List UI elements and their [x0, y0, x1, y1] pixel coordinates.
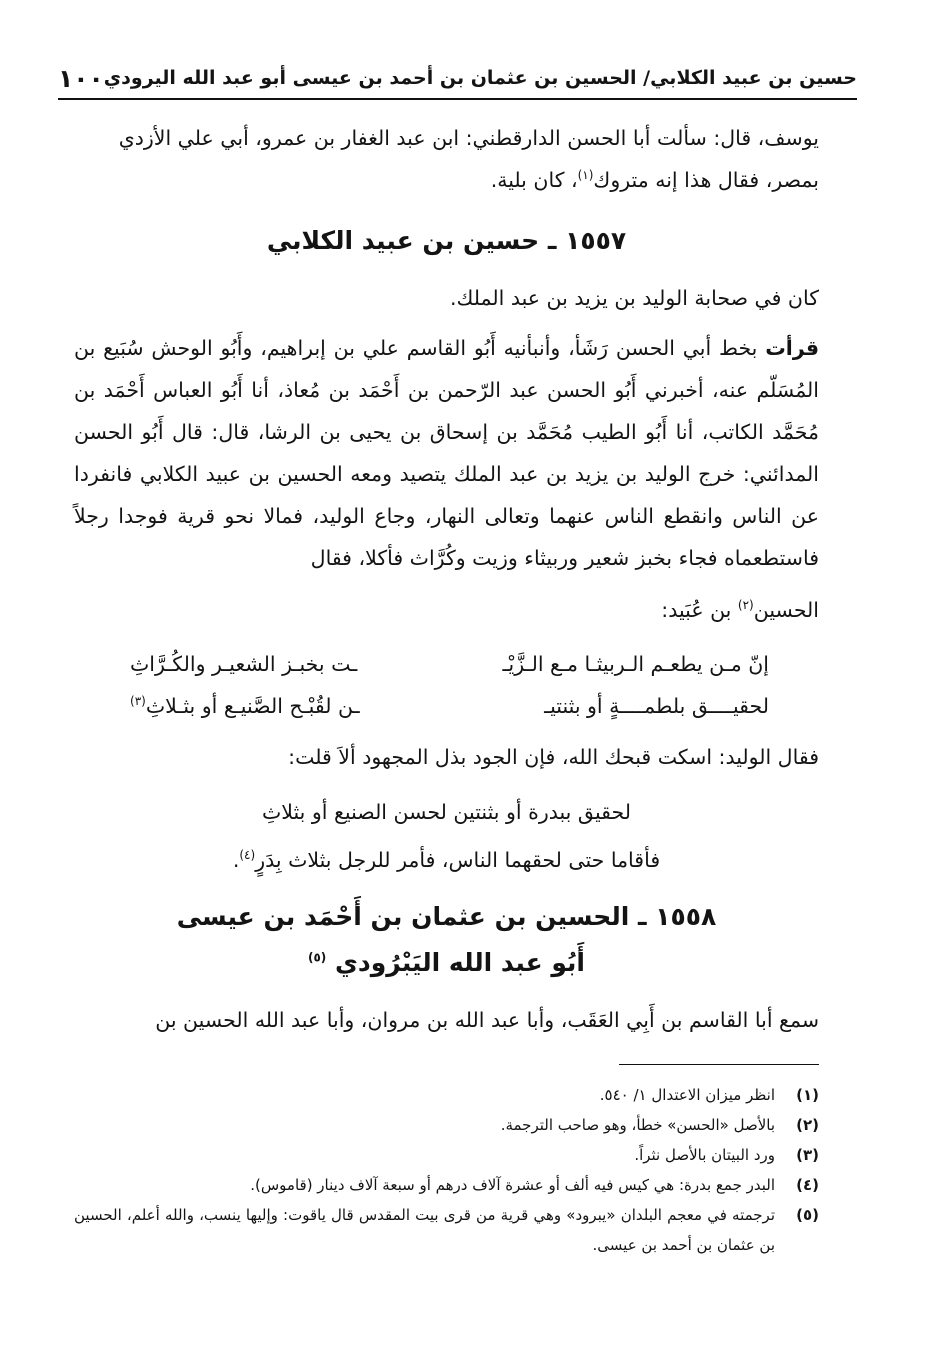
entry-1557-response-verse: لحقيق ببدرة أو بثنتين لحسن الصنيع أو بثلاثِ [261, 800, 632, 824]
entry-1557-heading: ١٥٥٧ ـ حسين بن عبيد الكلابي [266, 226, 627, 255]
verse-1-second-hemistich: ـت بخبـز الشعيـر والكُـرَّاثِ [130, 652, 358, 676]
verse-2-first-hemistich: لحقيــــق بلطمــــةٍ أو بثنتيـ [544, 694, 769, 718]
footnotes [74, 1080, 819, 1260]
footnote-item [74, 1110, 819, 1140]
entry-1558-kunya: أَبُو عبد الله اليَبْرُودي [335, 948, 585, 977]
footnote-item [74, 1170, 819, 1200]
entry-1557-paragraph [74, 327, 819, 579]
entry-1557-closing [74, 848, 819, 872]
footnote-ref-1[interactable]: (١) [577, 168, 594, 183]
page-number: ١٠٠ [57, 63, 104, 93]
footnote-number: (١) [796, 1086, 819, 1104]
footnote-item [74, 1200, 819, 1260]
verse-row-1 [130, 644, 769, 684]
verse-row-2 [130, 686, 769, 726]
footnote-number: (٤) [796, 1176, 819, 1194]
footnote-number: (٢) [796, 1116, 819, 1134]
verse-intro-text: الحسين [753, 598, 819, 622]
closing-text: فأقاما حتى لحقهما الناس، فأمر للرجل بثلاث بِدَرٍ [255, 848, 661, 872]
closing-end: . [232, 848, 240, 872]
footnote-number: (٣) [796, 1146, 819, 1164]
entry-1557-intro: كان في صحابة الوليد بن يزيد بن عبد الملك. [449, 286, 819, 310]
intro-line-1: يوسف، قال: سألت أبا الحسن الدارقطني: ابن عبد الغفار بن عمرو، أبي علي الأزدي [118, 126, 819, 150]
footnote-item [74, 1140, 819, 1170]
running-title: حسين بن عبيد الكلابي/ الحسين بن عثمان بن أحمد بن عيسى أبو عبد الله اليرودي [103, 67, 857, 89]
entry-1558-heading-line-2 [74, 948, 819, 977]
verse-2-second-text: ـن لقُبْـح الصَّنيـع أو بثـلاثِ [145, 694, 360, 718]
entry-1558-heading-line-1: ١٥٥٨ ـ الحسين بن عثمان بن أَحْمَد بن عيسى [176, 902, 717, 931]
entry-1558-line-1: سمع أبا القاسم بن أَبِي العَقَب، وأبا عبد الله بن مروان، وأبا عبد الله الحسين بن [155, 1008, 819, 1032]
footnote-text: بالأصل «الحسن» خطأ، وهو صاحب الترجمة. [500, 1116, 775, 1134]
footnote-text: انظر ميزان الاعتدال ١/ ٥٤٠. [599, 1086, 775, 1104]
footnote-ref-5[interactable]: (٥) [307, 950, 327, 965]
footnote-ref-3[interactable]: (٣) [130, 694, 146, 709]
entry-1557-response: فقال الوليد: اسكت قبحك الله، فإن الجود بذل المجهود ألاَ قلت: [288, 745, 819, 769]
footnote-text: ورد البيتان بالأصل نثراً. [634, 1146, 775, 1164]
paragraph-text: بخط أبي الحسن رَشَأ، وأنبأنيه أَبُو القاسم علي بن إبراهيم، وأَبُو الوحش سُبَيع بن المُسَلّم عنه، أخبرني أَبُو الحسن عبد الرّحمن بن أَحْمَد بن مُعاذ، أنا أَبُو العباس أَحْمَد بن مُحَمَّد الكاتب، أنا أَبُو الطيب مُحَمَّد بن إسحاق بن يحيى بن الرشا، قال: قال أَبُو الحسن المدائني: خرج الوليد بن يزيد بن عبد الملك يتصيد ومعه الحسين بن عبيد الكلابي فانفردا عن الناس وانقطع الناس عنهما وتعالى النهار، وجاع الوليد، فمالا نحو قرية فوجدا رجلاً فاستطعماه فجاء بخبز شعير وربيثاء وزيت وكُرَّاث فأكلا، فقال [74, 336, 819, 570]
paragraph-lead-word: قرأت [765, 336, 819, 360]
intro-line-2-text: بمصر، فقال هذا إنه متروك [593, 168, 819, 192]
footnote-item [74, 1080, 819, 1110]
footnote-divider [619, 1064, 819, 1065]
page-header [58, 58, 857, 100]
intro-line-2-end: ، كان بلية. [490, 168, 578, 192]
footnote-text: البدر جمع بدرة: هي كيس فيه ألف أو عشرة آلاف درهم أو سبعة آلاف دينار (قاموس). [250, 1176, 775, 1194]
footnote-ref-2[interactable]: (٢) [737, 598, 754, 613]
verse-2-second-hemistich [130, 694, 437, 718]
intro-line-2 [491, 168, 819, 192]
verse-1-first-hemistich: إنّ مـن يطعـم الـربيثـا مـع الـزَّيْـ [502, 652, 769, 676]
verse-intro-end: بن عُبَيد: [661, 598, 738, 622]
footnote-ref-4[interactable]: (٤) [239, 848, 256, 863]
footnote-number: (٥) [796, 1206, 819, 1224]
entry-1557-verse-intro [661, 598, 819, 622]
footnote-text: ترجمته في معجم البلدان «يبرود» وهي قرية من قرى بيت المقدس قال ياقوت: وإليها ينسب، والله أعلم، الحسين بن عثمان بن أحمد بن عيسى. [74, 1206, 775, 1254]
